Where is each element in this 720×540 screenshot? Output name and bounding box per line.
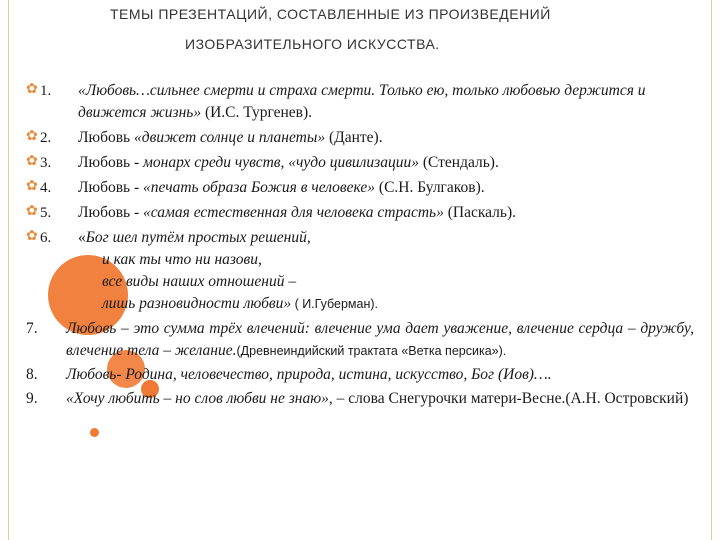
bullet-icon: ✿ <box>26 204 38 219</box>
numbered-item: 8. Любовь- Родина, человечество, природа, истина, искусство, Бог (Иов)…. <box>26 366 552 383</box>
bullet-icon: ✿ <box>26 129 38 144</box>
list-item: ✿ 6. «Бог шел путём простых решений, и как ты что ни назови, все виды наших отношений – лишь разновидности любви» ( И.Губерман). <box>26 229 378 312</box>
title-line-1: ТЕМЫ ПРЕЗЕНТАЦИЙ, СОСТАВЛЕННЫЕ ИЗ ПРОИЗВЕДЕНИЙ <box>110 6 551 22</box>
bullet-icon: ✿ <box>26 154 38 169</box>
numbered-item: 7. Любовь – это сумма трёх влечений: влечение ума дает уважение, влечение сердца – дружбу, влечение тела – желание.(Древнеиндийский трактата «Ветка персика»). <box>26 320 694 359</box>
decorative-circle-tiny <box>90 428 99 437</box>
title-line-2: ИЗОБРАЗИТЕЛЬНОГО ИСКУССТВА. <box>185 36 440 52</box>
list-item: ✿ 4. Любовь - «печать образа Божия в человеке» (С.Н. Булгаков). <box>26 179 485 196</box>
slide-title <box>110 6 610 52</box>
list-item: ✿ 1. «Любовь…сильнее смерти и страха смерти. Только ею, только любовью держится и движется жизнь» (И.С. Тургенев). <box>26 82 646 121</box>
content-list <box>26 80 694 412</box>
bullet-icon: ✿ <box>26 229 38 244</box>
list-item: ✿ 5. Любовь - «самая естественная для человека страсть» (Паскаль). <box>26 204 517 221</box>
left-frame-line <box>8 0 9 540</box>
list-item: ✿ 2. Любовь «движет солнце и планеты» (Данте). <box>26 129 383 146</box>
numbered-item: 9. «Хочу любить – но слов любви не знаю», – слова Снегурочки матери-Весне.(А.Н. Островский) <box>26 390 689 407</box>
right-frame-line <box>711 0 712 540</box>
bullet-icon: ✿ <box>26 82 38 97</box>
bullet-icon: ✿ <box>26 179 38 194</box>
list-item: ✿ 3. Любовь - монарх среди чувств, «чудо цивилизации» (Стендаль). <box>26 154 499 171</box>
